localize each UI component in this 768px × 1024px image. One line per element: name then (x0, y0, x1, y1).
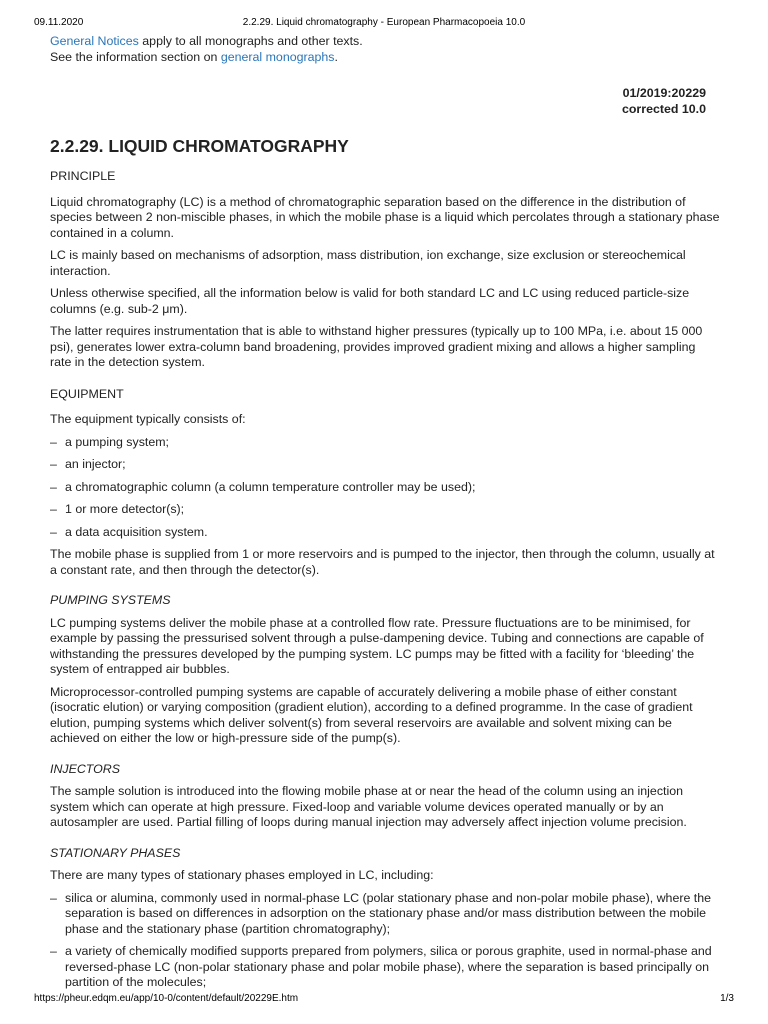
paragraph: The mobile phase is supplied from 1 or more reservoirs and is pumped to the injector, then through the column, usually at a constant rate, and then through the detector(s). (50, 547, 715, 577)
paragraph: LC pumping systems deliver the mobile phase at a controlled flow rate. Pressure fluctuations are to be minimised, for example by passing the pressurised solvent through a pulse-dampening device. Tubing and connections are capable of withstanding the pressures developed by the pumping system. LC pumps may be fitted with a facility for ‘bleeding’ the system of entrapped air bubbles. (50, 615, 704, 676)
print-page-title: 2.2.29. Liquid chromatography - European Pharmacopoeia 10.0 (242, 17, 526, 28)
general-monographs-link[interactable]: general monographs (220, 49, 335, 64)
document-content (50, 34, 720, 998)
intro-line-2 (50, 50, 720, 66)
page-title: 2.2.29. LIQUID CHROMATOGRAPHY (50, 136, 349, 156)
paragraph: The equipment typically consists of: (50, 412, 246, 426)
subsection-injectors-title: INJECTORS (50, 761, 120, 776)
intro-text: . (334, 49, 338, 64)
paragraph: The sample solution is introduced into the flowing mobile phase at or near the head of the column using an injection system which can operate at high pressure. Fixed-loop and variable volume devices operated manually or by an autosampler are used. Partial filling of loops during manual injection may adversely affect injection volume precision. (50, 784, 687, 829)
list-item: – silica or alumina, commonly used in normal-phase LC (polar stationary phase and non-polar mobile phase), where the separation is based on differences in adsorption on the stationary phase and/or mass distribution between the mobile phase and the stationary phase (partition chromatography); (50, 891, 720, 938)
paragraph: Unless otherwise specified, all the information below is valid for both standard LC and LC using reduced particle-size columns (e.g. sub-2 μm). (50, 286, 690, 316)
page-number: 1/3 (720, 993, 734, 1004)
paragraph: Microprocessor-controlled pumping systems are capable of accurately delivering a mobile phase of either constant (isocratic elution) or varying composition (gradient elution), according to a defined programme. In the case of gradient elution, pumping systems which deliver solvent(s) from several reservoirs are available and solvent mixing can be achieved on either the low or high-pressure side of the pump(s). (50, 684, 693, 745)
print-url: https://pheur.edqm.eu/app/10-0/content/default/20229E.htm (34, 993, 299, 1004)
print-date: 09.11.2020 (34, 17, 84, 28)
paragraph: LC is mainly based on mechanisms of adsorption, mass distribution, ion exchange, size exclusion or stereochemical interaction. (50, 248, 686, 278)
stationary-phases-list (50, 891, 720, 991)
subsection-stationary-phases-title: STATIONARY PHASES (50, 845, 181, 860)
list-item: – a variety of chemically modified supports prepared from polymers, silica or porous graphite, used in normal-phase and reversed-phase LC (non-polar stationary phase and polar mobile phase), where the separation is based principally on partition of the molecules; (50, 944, 720, 991)
general-notices-link[interactable]: General Notices (50, 34, 139, 48)
print-header (0, 0, 768, 30)
list-item: – 1 or more detector(s); (50, 502, 720, 518)
intro-line-1 (50, 34, 720, 50)
reference-status: corrected 10.0 (621, 101, 706, 116)
paragraph: There are many types of stationary phases employed in LC, including: (50, 868, 434, 882)
section-equipment-title: EQUIPMENT (50, 386, 124, 401)
list-item: – a pumping system; (50, 435, 720, 451)
section-principle-title: PRINCIPLE (50, 169, 116, 183)
list-item: – a data acquisition system. (50, 525, 720, 541)
equipment-list (50, 435, 720, 541)
print-footer (0, 990, 768, 1010)
list-item: – a chromatographic column (a column temperature controller may be used); (50, 480, 720, 496)
paragraph: The latter requires instrumentation that is able to withstand higher pressures (typically up to 100 MPa, i.e. about 15 000 psi), generates lower extra-column band broadening, provides improved gradient mixing and allows a higher sampling rate in the detection system. (50, 324, 703, 369)
subsection-pumping-title: PUMPING SYSTEMS (50, 593, 171, 607)
monograph-reference (50, 86, 706, 117)
paragraph: Liquid chromatography (LC) is a method of chromatographic separation based on the difference in the distribution of species between 2 non-miscible phases, in which the mobile phase is a liquid which percolates through a stationary phase contained in a column. (50, 194, 720, 240)
list-item: – an injector; (50, 457, 720, 473)
reference-code: 01/2019:20229 (622, 86, 706, 100)
intro-text: See the information section on (50, 49, 221, 64)
intro-text: apply to all monographs and other texts. (138, 34, 363, 48)
